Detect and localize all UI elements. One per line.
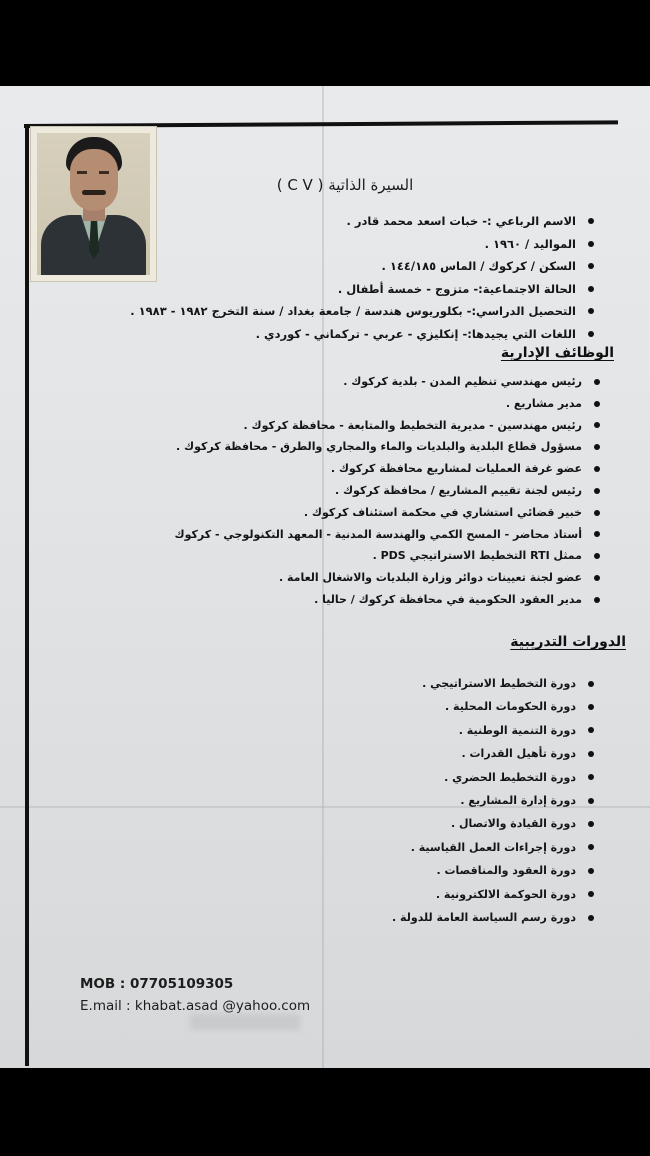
job-item: عضو لجنة تعيينات دوائر وزارة البلديات والاشغال العامة . xyxy=(175,567,600,589)
bullet-dot-icon xyxy=(588,218,594,224)
portrait-eye-left xyxy=(77,171,87,174)
page-border-left xyxy=(25,126,29,1066)
personal-item-marital: الحالة الاجتماعية:- متزوج - خمسة أطفال . xyxy=(130,278,594,301)
bullet-dot-icon xyxy=(588,915,594,921)
bullet-dot-icon xyxy=(594,379,600,385)
bullet-dot-icon xyxy=(594,422,600,428)
bullet-dot-icon xyxy=(594,510,600,516)
course-item: دورة التنمية الوطنية . xyxy=(392,719,594,742)
bullet-dot-icon xyxy=(588,681,594,687)
bullet-dot-icon xyxy=(588,774,594,780)
bullet-dot-icon xyxy=(594,466,600,472)
paper-smudge xyxy=(190,1014,300,1030)
bullet-dot-icon xyxy=(588,286,594,292)
bullet-dot-icon xyxy=(588,868,594,874)
bullet-dot-icon xyxy=(588,751,594,757)
job-item: رئيس لجنة تقييم المشاريع / محافظة كركوك . xyxy=(175,480,600,502)
job-item: مدير مشاريع . xyxy=(175,393,600,415)
portrait-face xyxy=(70,149,118,211)
job-item: عضو غرفة العمليات لمشاريع محافظة كركوك . xyxy=(175,458,600,480)
course-item: دورة تأهيل القدرات . xyxy=(392,742,594,765)
jobs-heading: الوظائف الإدارية xyxy=(500,345,614,361)
courses-list xyxy=(392,672,594,929)
bullet-dot-icon xyxy=(594,488,600,494)
course-item: دورة الحكومات المحلية . xyxy=(392,695,594,718)
bullet-dot-icon xyxy=(594,531,600,537)
job-item: مسؤول قطاع البلدية والبلديات والماء والمجاري والطرق - محافظة كركوك . xyxy=(175,436,600,458)
course-item: دورة التخطيط الاستراتيجي . xyxy=(392,672,594,695)
personal-item-birth: المواليد / ١٩٦٠ . xyxy=(130,233,594,256)
course-item: دورة رسم السياسة العامة للدولة . xyxy=(392,906,594,929)
job-item: ممثل RTI التخطيط الاستراتيجي PDS . xyxy=(175,545,600,567)
course-item: دورة القيادة والاتصال . xyxy=(392,812,594,835)
portrait-eye-right xyxy=(99,171,109,174)
course-item: دورة الحوكمة الالكترونية . xyxy=(392,883,594,906)
bullet-dot-icon xyxy=(594,444,600,450)
course-item: دورة إجراءات العمل القياسية . xyxy=(392,836,594,859)
bullet-dot-icon xyxy=(594,401,600,407)
personal-item-languages: اللغات التي يجيدها:- إنكليزي - عربي - تركماني - كوردي . xyxy=(130,323,594,346)
courses-heading: الدورات التدريبية xyxy=(510,634,626,650)
personal-item-name: الاسم الرباعي :- خبات اسعد محمد قادر . xyxy=(130,210,594,233)
job-item: رئيس مهندسين - مديرية التخطيط والمتابعة - محافظة كركوك . xyxy=(175,415,600,437)
cv-paper xyxy=(0,86,650,1068)
bullet-dot-icon xyxy=(588,704,594,710)
bullet-dot-icon xyxy=(588,308,594,314)
bullet-dot-icon xyxy=(588,798,594,804)
personal-info-list xyxy=(130,210,594,345)
bullet-dot-icon xyxy=(594,597,600,603)
jobs-list xyxy=(175,371,600,611)
personal-item-education: التحصيل الدراسي:- بكلوريوس هندسة / جامعة بغداد / سنة التخرج ١٩٨٢ - ١٩٨٣ . xyxy=(130,300,594,323)
personal-item-address: السكن / كركوك / الماس ١٤٤/١٨٥ . xyxy=(130,255,594,278)
bullet-dot-icon xyxy=(588,727,594,733)
job-item: رئيس مهندسي تنظيم المدن - بلدية كركوك . xyxy=(175,371,600,393)
bullet-dot-icon xyxy=(594,575,600,581)
email-address: E.mail : khabat.asad @yahoo.com xyxy=(80,998,311,1014)
job-item: أستاذ محاضر - المسح الكمي والهندسة المدنية - المعهد التكنولوجي - كركوك xyxy=(175,524,600,546)
bullet-dot-icon xyxy=(588,331,594,337)
bullet-dot-icon xyxy=(594,553,600,559)
bullet-dot-icon xyxy=(588,844,594,850)
portrait-mustache xyxy=(82,190,106,195)
bullet-dot-icon xyxy=(588,891,594,897)
course-item: دورة التخطيط الحضري . xyxy=(392,766,594,789)
cv-title: السيرة الذاتية ( C V ) xyxy=(276,176,414,194)
job-item: خبير قضائي استشاري في محكمة استئناف كركوك . xyxy=(175,502,600,524)
course-item: دورة العقود والمناقصات . xyxy=(392,859,594,882)
bullet-dot-icon xyxy=(588,241,594,247)
mobile-number: MOB : 07705109305 xyxy=(80,976,234,992)
bullet-dot-icon xyxy=(588,821,594,827)
course-item: دورة إدارة المشاريع . xyxy=(392,789,594,812)
job-item: مدير العقود الحكومية في محافظة كركوك / حاليا . xyxy=(175,589,600,611)
bullet-dot-icon xyxy=(588,263,594,269)
